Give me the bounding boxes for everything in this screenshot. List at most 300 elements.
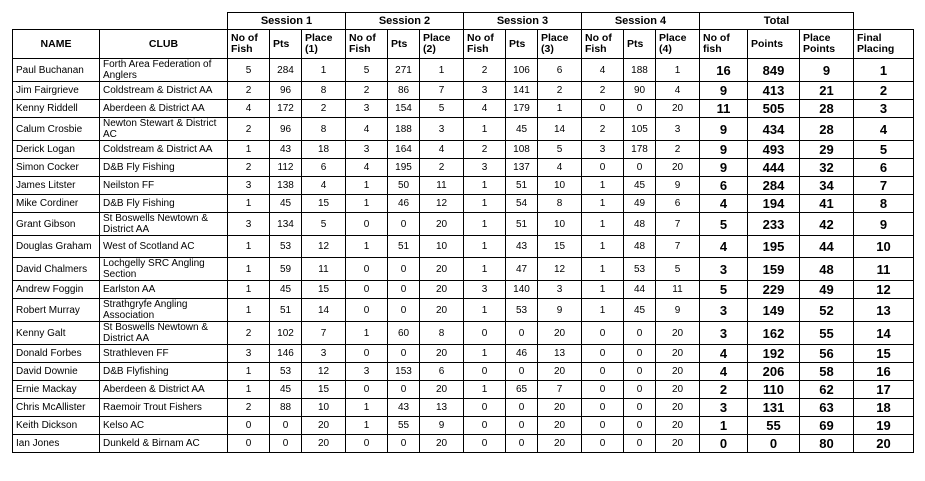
angler-name: Andrew Foggin [13, 281, 100, 299]
s3-pts: 137 [506, 159, 538, 177]
place-points: 56 [800, 345, 854, 363]
s4-pts: 0 [624, 417, 656, 435]
table-row [13, 118, 914, 141]
s2-pts: 164 [388, 141, 420, 159]
place-points: 34 [800, 177, 854, 195]
s4-place: 7 [656, 236, 700, 258]
angler-name: Ian Jones [13, 435, 100, 453]
club-name: Coldstream & District AA [100, 82, 228, 100]
s4-fish: 0 [582, 363, 624, 381]
session-2-header: Session 2 [346, 13, 464, 30]
final-placing: 12 [854, 281, 914, 299]
s2-pts: 55 [388, 417, 420, 435]
s4-pts: 48 [624, 213, 656, 236]
table-row [13, 213, 914, 236]
s2-fish: 0 [346, 435, 388, 453]
session-4-header: Session 4 [582, 13, 700, 30]
s3-pts: 53 [506, 299, 538, 322]
s2-pts: 0 [388, 258, 420, 281]
s1-pts-header: Pts [270, 30, 302, 59]
s3-place: 9 [538, 299, 582, 322]
s2-fish-header: No of Fish [346, 30, 388, 59]
s4-place: 2 [656, 141, 700, 159]
table-row [13, 322, 914, 345]
s4-pts: 0 [624, 345, 656, 363]
place-points: 28 [800, 100, 854, 118]
s1-place: 14 [302, 299, 346, 322]
s1-place: 15 [302, 381, 346, 399]
s4-place: 20 [656, 381, 700, 399]
place-points: 80 [800, 435, 854, 453]
club-name: St Boswells Newtown & District AA [100, 322, 228, 345]
table-row [13, 159, 914, 177]
club-name: D&B Flyfishing [100, 363, 228, 381]
s4-pts: 90 [624, 82, 656, 100]
session-3-header: Session 3 [464, 13, 582, 30]
s1-fish-header: No of Fish [228, 30, 270, 59]
angler-name: David Downie [13, 363, 100, 381]
s4-pts: 49 [624, 195, 656, 213]
s2-pts: 154 [388, 100, 420, 118]
s1-fish: 4 [228, 100, 270, 118]
club-name: D&B Fly Fishing [100, 159, 228, 177]
place-points: 48 [800, 258, 854, 281]
s1-place: 8 [302, 82, 346, 100]
total-points: 434 [748, 118, 800, 141]
total-fish: 4 [700, 195, 748, 213]
final-placing: 13 [854, 299, 914, 322]
total-points-header: Points [748, 30, 800, 59]
final-placing: 7 [854, 177, 914, 195]
s3-place: 20 [538, 435, 582, 453]
s1-fish: 2 [228, 399, 270, 417]
s4-pts: 0 [624, 399, 656, 417]
s1-pts: 53 [270, 363, 302, 381]
total-points: 206 [748, 363, 800, 381]
total-fish: 4 [700, 236, 748, 258]
total-points: 162 [748, 322, 800, 345]
s3-fish: 1 [464, 177, 506, 195]
s2-place: 12 [420, 195, 464, 213]
s3-pts: 51 [506, 213, 538, 236]
s2-fish: 0 [346, 299, 388, 322]
s3-pts: 54 [506, 195, 538, 213]
club-name: Raemoir Trout Fishers [100, 399, 228, 417]
s4-place: 5 [656, 258, 700, 281]
s3-fish: 1 [464, 381, 506, 399]
s3-place: 2 [538, 82, 582, 100]
s2-fish: 2 [346, 82, 388, 100]
total-fish: 1 [700, 417, 748, 435]
s1-place: 20 [302, 417, 346, 435]
s1-place: 8 [302, 118, 346, 141]
place-points: 41 [800, 195, 854, 213]
s2-pts: 46 [388, 195, 420, 213]
s2-fish: 3 [346, 363, 388, 381]
s2-place: 8 [420, 322, 464, 345]
s3-pts: 106 [506, 59, 538, 82]
s3-place: 20 [538, 399, 582, 417]
total-fish: 3 [700, 399, 748, 417]
s1-place: 1 [302, 59, 346, 82]
table-row [13, 177, 914, 195]
club-name: Strathgryfe Angling Association [100, 299, 228, 322]
s3-pts: 45 [506, 118, 538, 141]
final-placing: 17 [854, 381, 914, 399]
s3-pts: 0 [506, 399, 538, 417]
s3-fish: 1 [464, 195, 506, 213]
table-row [13, 417, 914, 435]
s4-pts: 53 [624, 258, 656, 281]
s4-fish: 0 [582, 345, 624, 363]
s4-fish: 0 [582, 100, 624, 118]
s1-place: 15 [302, 281, 346, 299]
angler-name: Douglas Graham [13, 236, 100, 258]
s4-fish: 2 [582, 118, 624, 141]
s2-pts: 0 [388, 381, 420, 399]
s1-pts: 102 [270, 322, 302, 345]
place-points: 44 [800, 236, 854, 258]
s1-pts: 284 [270, 59, 302, 82]
final-placing: 8 [854, 195, 914, 213]
angler-name: Robert Murray [13, 299, 100, 322]
s1-pts: 96 [270, 118, 302, 141]
s1-fish: 2 [228, 118, 270, 141]
final-placing-header: Final Placing [854, 30, 914, 59]
s4-place: 20 [656, 363, 700, 381]
s3-pts: 0 [506, 322, 538, 345]
results-table [12, 12, 914, 453]
s4-pts: 48 [624, 236, 656, 258]
s2-pts: 60 [388, 322, 420, 345]
s4-fish: 2 [582, 82, 624, 100]
s3-pts: 47 [506, 258, 538, 281]
place-points: 42 [800, 213, 854, 236]
s2-place: 13 [420, 399, 464, 417]
s1-fish: 1 [228, 381, 270, 399]
s1-pts: 134 [270, 213, 302, 236]
s3-fish: 4 [464, 100, 506, 118]
final-placing: 18 [854, 399, 914, 417]
s3-fish: 2 [464, 141, 506, 159]
s1-pts: 96 [270, 82, 302, 100]
s4-place: 20 [656, 100, 700, 118]
s1-pts: 45 [270, 381, 302, 399]
s4-place: 1 [656, 59, 700, 82]
place-points: 62 [800, 381, 854, 399]
s1-place: 10 [302, 399, 346, 417]
s2-fish: 1 [346, 177, 388, 195]
club-name: Aberdeen & District AA [100, 381, 228, 399]
final-placing: 16 [854, 363, 914, 381]
s2-fish: 3 [346, 100, 388, 118]
total-fish: 3 [700, 258, 748, 281]
table-row [13, 141, 914, 159]
total-fish: 9 [700, 141, 748, 159]
final-placing: 14 [854, 322, 914, 345]
final-placing: 1 [854, 59, 914, 82]
s2-place: 4 [420, 141, 464, 159]
place-points: 52 [800, 299, 854, 322]
s1-place: 5 [302, 213, 346, 236]
s4-place: 11 [656, 281, 700, 299]
angler-name: Grant Gibson [13, 213, 100, 236]
s2-pts: 0 [388, 435, 420, 453]
s3-fish-header: No of Fish [464, 30, 506, 59]
final-placing: 10 [854, 236, 914, 258]
s1-place: 20 [302, 435, 346, 453]
s4-pts: 0 [624, 100, 656, 118]
place-points-header: Place Points [800, 30, 854, 59]
s2-place: 5 [420, 100, 464, 118]
s4-fish: 1 [582, 177, 624, 195]
s4-fish: 1 [582, 258, 624, 281]
s2-fish: 0 [346, 213, 388, 236]
angler-name: Calum Crosbie [13, 118, 100, 141]
s2-place: 7 [420, 82, 464, 100]
s4-place: 3 [656, 118, 700, 141]
total-fish: 4 [700, 345, 748, 363]
place-points: 28 [800, 118, 854, 141]
s1-fish: 1 [228, 141, 270, 159]
s3-place: 13 [538, 345, 582, 363]
place-points: 55 [800, 322, 854, 345]
final-placing: 9 [854, 213, 914, 236]
angler-name: Jim Fairgrieve [13, 82, 100, 100]
s3-place: 20 [538, 322, 582, 345]
s3-place: 6 [538, 59, 582, 82]
angler-name: David Chalmers [13, 258, 100, 281]
place-points: 9 [800, 59, 854, 82]
s2-fish: 4 [346, 159, 388, 177]
s2-fish: 5 [346, 59, 388, 82]
s1-fish: 1 [228, 258, 270, 281]
s3-fish: 3 [464, 159, 506, 177]
s1-pts: 45 [270, 195, 302, 213]
s1-place: 4 [302, 177, 346, 195]
s2-place: 6 [420, 363, 464, 381]
angler-name: Kenny Galt [13, 322, 100, 345]
s4-place: 20 [656, 345, 700, 363]
s1-pts: 53 [270, 236, 302, 258]
s3-pts: 179 [506, 100, 538, 118]
s3-fish: 3 [464, 82, 506, 100]
s4-fish: 1 [582, 195, 624, 213]
s3-pts: 51 [506, 177, 538, 195]
session-1-header: Session 1 [228, 13, 346, 30]
final-placing: 20 [854, 435, 914, 453]
table-row [13, 299, 914, 322]
total-points: 131 [748, 399, 800, 417]
angler-name: Simon Cocker [13, 159, 100, 177]
s3-fish: 1 [464, 236, 506, 258]
s2-fish: 3 [346, 141, 388, 159]
s1-place: 12 [302, 236, 346, 258]
final-placing: 5 [854, 141, 914, 159]
total-fish: 6 [700, 177, 748, 195]
total-points: 110 [748, 381, 800, 399]
s1-pts: 0 [270, 435, 302, 453]
s4-place: 20 [656, 399, 700, 417]
s2-place: 20 [420, 213, 464, 236]
s2-pts: 0 [388, 299, 420, 322]
s1-place: 15 [302, 195, 346, 213]
s3-place: 1 [538, 100, 582, 118]
s3-place: 14 [538, 118, 582, 141]
s2-fish: 1 [346, 322, 388, 345]
total-fish: 3 [700, 299, 748, 322]
s2-place: 20 [420, 435, 464, 453]
s1-fish: 3 [228, 213, 270, 236]
s2-fish: 0 [346, 381, 388, 399]
s2-place: 3 [420, 118, 464, 141]
s4-pts: 0 [624, 322, 656, 345]
s4-pts: 44 [624, 281, 656, 299]
s1-place: 6 [302, 159, 346, 177]
final-placing: 2 [854, 82, 914, 100]
s4-fish: 1 [582, 236, 624, 258]
s2-fish: 4 [346, 118, 388, 141]
s4-place: 6 [656, 195, 700, 213]
blank-right [854, 13, 914, 30]
place-points: 32 [800, 159, 854, 177]
final-placing: 6 [854, 159, 914, 177]
s2-pts: 271 [388, 59, 420, 82]
s4-place: 20 [656, 159, 700, 177]
s2-pts: 50 [388, 177, 420, 195]
s1-fish: 2 [228, 322, 270, 345]
s4-fish: 0 [582, 159, 624, 177]
club-name: Dunkeld & Birnam AC [100, 435, 228, 453]
s4-fish: 1 [582, 281, 624, 299]
s1-pts: 51 [270, 299, 302, 322]
s3-place-header: Place (3) [538, 30, 582, 59]
club-name: Kelso AC [100, 417, 228, 435]
angler-name: Chris McAllister [13, 399, 100, 417]
club-name: Strathleven FF [100, 345, 228, 363]
s1-pts: 43 [270, 141, 302, 159]
s2-place: 20 [420, 258, 464, 281]
total-fish: 2 [700, 381, 748, 399]
s4-fish: 3 [582, 141, 624, 159]
s1-pts: 88 [270, 399, 302, 417]
s3-place: 8 [538, 195, 582, 213]
s4-pts: 0 [624, 363, 656, 381]
table-row [13, 399, 914, 417]
s4-fish: 1 [582, 299, 624, 322]
total-fish-header: No of fish [700, 30, 748, 59]
s4-fish: 0 [582, 399, 624, 417]
s4-place: 9 [656, 177, 700, 195]
final-placing: 11 [854, 258, 914, 281]
s1-pts: 45 [270, 281, 302, 299]
s4-fish-header: No of Fish [582, 30, 624, 59]
s2-place-header: Place (2) [420, 30, 464, 59]
club-name: St Boswells Newtown & District AA [100, 213, 228, 236]
s4-place: 9 [656, 299, 700, 322]
total-points: 195 [748, 236, 800, 258]
angler-name: Donald Forbes [13, 345, 100, 363]
s2-pts: 0 [388, 281, 420, 299]
s2-fish: 0 [346, 345, 388, 363]
total-points: 55 [748, 417, 800, 435]
club-name: Forth Area Federation of Anglers [100, 59, 228, 82]
s3-pts: 46 [506, 345, 538, 363]
s4-pts: 45 [624, 177, 656, 195]
total-points: 0 [748, 435, 800, 453]
total-points: 849 [748, 59, 800, 82]
place-points: 69 [800, 417, 854, 435]
club-name: Newton Stewart & District AC [100, 118, 228, 141]
s4-pts: 0 [624, 159, 656, 177]
s1-fish: 2 [228, 82, 270, 100]
s1-pts: 0 [270, 417, 302, 435]
blank-corner [13, 13, 228, 30]
s2-place: 20 [420, 381, 464, 399]
s2-place: 20 [420, 345, 464, 363]
s3-place: 5 [538, 141, 582, 159]
s1-pts: 146 [270, 345, 302, 363]
place-points: 58 [800, 363, 854, 381]
s3-place: 4 [538, 159, 582, 177]
s3-fish: 1 [464, 299, 506, 322]
club-name: Neilston FF [100, 177, 228, 195]
s1-fish: 5 [228, 59, 270, 82]
s1-pts: 172 [270, 100, 302, 118]
club-name: West of Scotland AC [100, 236, 228, 258]
s2-place: 2 [420, 159, 464, 177]
s2-fish: 0 [346, 258, 388, 281]
s2-fish: 1 [346, 236, 388, 258]
s1-place: 18 [302, 141, 346, 159]
angler-name: Ernie Mackay [13, 381, 100, 399]
s3-pts: 140 [506, 281, 538, 299]
s2-pts: 188 [388, 118, 420, 141]
s3-pts: 0 [506, 417, 538, 435]
angler-name: Derick Logan [13, 141, 100, 159]
s1-place-header: Place (1) [302, 30, 346, 59]
s3-place: 10 [538, 177, 582, 195]
total-points: 192 [748, 345, 800, 363]
s3-place: 20 [538, 417, 582, 435]
table-row [13, 100, 914, 118]
s3-place: 10 [538, 213, 582, 236]
s4-pts: 0 [624, 381, 656, 399]
club-name: Lochgelly SRC Angling Section [100, 258, 228, 281]
total-fish: 5 [700, 281, 748, 299]
club-column-header: CLUB [100, 30, 228, 59]
s4-pts: 0 [624, 435, 656, 453]
final-placing: 15 [854, 345, 914, 363]
place-points: 29 [800, 141, 854, 159]
s4-fish: 4 [582, 59, 624, 82]
total-points: 159 [748, 258, 800, 281]
s4-place-header: Place (4) [656, 30, 700, 59]
s4-pts-header: Pts [624, 30, 656, 59]
total-header: Total [700, 13, 854, 30]
s3-pts: 141 [506, 82, 538, 100]
s4-place: 20 [656, 435, 700, 453]
s3-place: 15 [538, 236, 582, 258]
angler-name: Paul Buchanan [13, 59, 100, 82]
s1-fish: 3 [228, 345, 270, 363]
total-fish: 3 [700, 322, 748, 345]
s1-place: 3 [302, 345, 346, 363]
s4-place: 7 [656, 213, 700, 236]
s3-fish: 0 [464, 363, 506, 381]
s4-fish: 0 [582, 381, 624, 399]
s4-fish: 1 [582, 213, 624, 236]
